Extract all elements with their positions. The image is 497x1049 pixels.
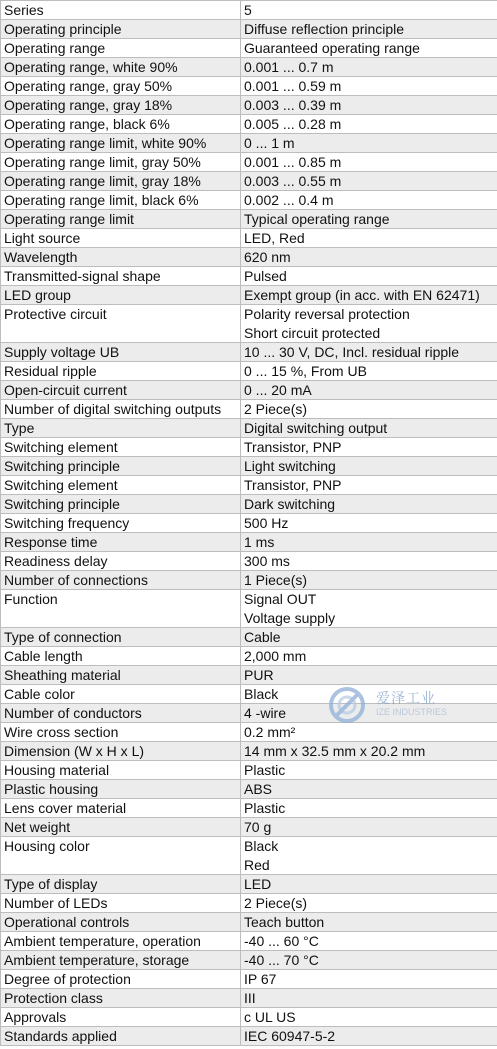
row-value-line: 0.001 ... 0.85 m: [244, 154, 342, 170]
watermark-brand-en: IZE INDUSTRIES: [376, 707, 448, 717]
table-row: [1, 894, 497, 913]
row-label: Operating principle: [1, 20, 241, 39]
row-label: Lens cover material: [1, 799, 241, 818]
row-value-line: Voltage supply: [244, 610, 336, 626]
row-value: [241, 191, 497, 210]
row-label: Number of connections: [1, 571, 241, 590]
row-label: Net weight: [1, 818, 241, 837]
row-value: [241, 1027, 497, 1046]
row-value-line: Dark switching: [244, 496, 336, 512]
row-value: [241, 210, 497, 229]
row-value-line: Light switching: [244, 458, 336, 474]
row-value-line: -40 ... 60 °C: [244, 933, 319, 949]
row-value: [241, 894, 497, 913]
row-label: Operating range, gray 18%: [1, 96, 241, 115]
table-row: [1, 96, 497, 115]
row-label: Supply voltage UB: [1, 343, 241, 362]
row-value: [241, 742, 497, 761]
table-row: [1, 495, 497, 514]
row-value-line: Teach button: [244, 914, 325, 930]
row-value-line: 0.003 ... 0.55 m: [244, 173, 342, 189]
row-value-line: Pulsed: [244, 268, 287, 284]
row-value-line: 1 Piece(s): [244, 572, 308, 588]
row-value-line: Guaranteed operating range: [244, 40, 420, 56]
row-label: Open-circuit current: [1, 381, 241, 400]
row-value-line: Red: [244, 857, 270, 873]
row-value-line: 500 Hz: [244, 515, 289, 531]
row-value-line: Cable: [244, 629, 281, 645]
row-value: [241, 951, 497, 970]
table-row: [1, 115, 497, 134]
row-value: [241, 267, 497, 286]
row-value: [241, 115, 497, 134]
row-label: Type of display: [1, 875, 241, 894]
row-value: [241, 153, 497, 172]
table-row: [1, 20, 497, 39]
row-value: [241, 590, 497, 628]
row-value: [241, 305, 497, 343]
row-value: [241, 495, 497, 514]
row-value: [241, 381, 497, 400]
row-value: [241, 647, 497, 666]
row-value: [241, 96, 497, 115]
table-row: [1, 400, 497, 419]
row-label: Protective circuit: [1, 305, 241, 343]
row-value: [241, 1, 497, 20]
table-row: [1, 837, 497, 875]
row-value-line: LED, Red: [244, 230, 305, 246]
row-value: [241, 286, 497, 305]
row-value-line: 0.002 ... 0.4 m: [244, 192, 334, 208]
row-label: Response time: [1, 533, 241, 552]
row-label: Degree of protection: [1, 970, 241, 989]
row-value-line: Transistor, PNP: [244, 439, 342, 455]
row-value-line: IP 67: [244, 971, 277, 987]
row-value-line: 1 ms: [244, 534, 275, 550]
row-value-line: 5: [244, 2, 252, 18]
table-row: [1, 761, 497, 780]
row-label: Type of connection: [1, 628, 241, 647]
row-label: Residual ripple: [1, 362, 241, 381]
row-label: Switching frequency: [1, 514, 241, 533]
row-value: [241, 58, 497, 77]
row-value-line: 620 nm: [244, 249, 291, 265]
row-value-line: Diffuse reflection principle: [244, 21, 405, 37]
row-value-line: 0.2 mm²: [244, 724, 296, 740]
row-value: [241, 172, 497, 191]
row-label: Plastic housing: [1, 780, 241, 799]
table-row: [1, 647, 497, 666]
row-value-line: 4 -wire: [244, 705, 287, 721]
table-row: [1, 932, 497, 951]
table-row: [1, 305, 497, 343]
table-row: [1, 1, 497, 20]
row-value-line: Black: [244, 838, 279, 854]
table-row: [1, 191, 497, 210]
row-value-line: 2,000 mm: [244, 648, 307, 664]
row-label: Operating range, white 90%: [1, 58, 241, 77]
row-value: [241, 419, 497, 438]
row-value: [241, 818, 497, 837]
row-value-line: Exempt group (in acc. with EN 62471): [244, 287, 480, 303]
row-value-line: 70 g: [244, 819, 272, 835]
table-row: [1, 39, 497, 58]
table-row: [1, 1027, 497, 1046]
row-value: [241, 552, 497, 571]
row-label: Operational controls: [1, 913, 241, 932]
row-label: Operating range limit, black 6%: [1, 191, 241, 210]
row-value-line: Typical operating range: [244, 211, 390, 227]
row-value: [241, 248, 497, 267]
row-label: Protection class: [1, 989, 241, 1008]
row-value-line: Short circuit protected: [244, 325, 381, 341]
table-row: [1, 343, 497, 362]
row-value-line: III: [244, 990, 256, 1006]
table-row: [1, 818, 497, 837]
table-row: [1, 666, 497, 685]
row-label: Operating range limit, white 90%: [1, 134, 241, 153]
row-label: Operating range limit: [1, 210, 241, 229]
row-value: [241, 77, 497, 96]
row-label: Ambient temperature, operation: [1, 932, 241, 951]
table-row: [1, 229, 497, 248]
table-row: [1, 419, 497, 438]
row-label: Light source: [1, 229, 241, 248]
row-value-line: Transistor, PNP: [244, 477, 342, 493]
row-value: [241, 514, 497, 533]
row-value: [241, 989, 497, 1008]
row-value: [241, 799, 497, 818]
row-label: Cable color: [1, 685, 241, 704]
table-row: [1, 457, 497, 476]
row-value-line: ABS: [244, 781, 273, 797]
row-label: Switching element: [1, 438, 241, 457]
table-row: [1, 1008, 497, 1027]
row-label: Standards applied: [1, 1027, 241, 1046]
row-value-line: c UL US: [244, 1009, 296, 1025]
row-value-line: 0.005 ... 0.28 m: [244, 116, 342, 132]
row-value: [241, 229, 497, 248]
row-value: [241, 875, 497, 894]
row-value-line: PUR: [244, 667, 274, 683]
row-value: [241, 666, 497, 685]
row-value-line: 10 ... 30 V, DC, Incl. residual ripple: [244, 344, 460, 360]
row-value: [241, 761, 497, 780]
row-label: Operating range limit, gray 18%: [1, 172, 241, 191]
row-label: Series: [1, 1, 241, 20]
row-label: Approvals: [1, 1008, 241, 1027]
table-row: [1, 267, 497, 286]
ize-logo-icon: [328, 686, 366, 724]
row-value-line: Plastic: [244, 800, 286, 816]
table-row: [1, 438, 497, 457]
row-value-line: 0.001 ... 0.7 m: [244, 59, 334, 75]
row-value-line: 0.001 ... 0.59 m: [244, 78, 342, 94]
row-value: [241, 400, 497, 419]
table-row: [1, 970, 497, 989]
table-row: [1, 552, 497, 571]
row-label: Type: [1, 419, 241, 438]
table-row: [1, 628, 497, 647]
row-value-line: Black: [244, 686, 279, 702]
table-row: [1, 951, 497, 970]
table-row: [1, 799, 497, 818]
table-row: [1, 77, 497, 96]
table-row: [1, 913, 497, 932]
row-label: Transmitted-signal shape: [1, 267, 241, 286]
table-row: [1, 571, 497, 590]
table-row: [1, 172, 497, 191]
table-row: [1, 153, 497, 172]
table-row: [1, 514, 497, 533]
row-value: [241, 837, 497, 875]
row-value-line: IEC 60947-5-2: [244, 1028, 336, 1044]
row-value: [241, 571, 497, 590]
table-row: [1, 286, 497, 305]
row-label: Wavelength: [1, 248, 241, 267]
spec-table-body: [1, 1, 497, 1046]
table-row: [1, 134, 497, 153]
watermark: [328, 686, 468, 726]
row-label: Number of LEDs: [1, 894, 241, 913]
table-row: [1, 780, 497, 799]
row-value: [241, 39, 497, 58]
row-value: [241, 913, 497, 932]
row-label: Switching element: [1, 476, 241, 495]
row-value-line: Signal OUT: [244, 591, 317, 607]
row-value-line: Polarity reversal protection: [244, 306, 410, 322]
row-label: Ambient temperature, storage: [1, 951, 241, 970]
row-value-line: 300 ms: [244, 553, 290, 569]
row-value: [241, 628, 497, 647]
row-value: [241, 362, 497, 381]
row-value-line: 0 ... 1 m: [244, 135, 295, 151]
row-label: Sheathing material: [1, 666, 241, 685]
row-value-line: 2 Piece(s): [244, 401, 308, 417]
row-label: Switching principle: [1, 457, 241, 476]
table-row: [1, 989, 497, 1008]
row-value-line: 0.003 ... 0.39 m: [244, 97, 342, 113]
row-label: Operating range, gray 50%: [1, 77, 241, 96]
table-row: [1, 362, 497, 381]
row-value: [241, 932, 497, 951]
row-value: [241, 20, 497, 39]
table-row: [1, 476, 497, 495]
row-label: Wire cross section: [1, 723, 241, 742]
row-label: Cable length: [1, 647, 241, 666]
row-label: Function: [1, 590, 241, 628]
row-value: [241, 476, 497, 495]
row-value: [241, 457, 497, 476]
row-label: LED group: [1, 286, 241, 305]
row-label: Number of digital switching outputs: [1, 400, 241, 419]
row-label: Operating range, black 6%: [1, 115, 241, 134]
table-row: [1, 590, 497, 628]
row-label: Operating range: [1, 39, 241, 58]
row-label: Dimension (W x H x L): [1, 742, 241, 761]
row-value: [241, 134, 497, 153]
row-value-line: Digital switching output: [244, 420, 388, 436]
table-row: [1, 533, 497, 552]
row-value: [241, 533, 497, 552]
row-value-line: Plastic: [244, 762, 286, 778]
row-value-line: 0 ... 15 %, From UB: [244, 363, 367, 379]
row-value: [241, 780, 497, 799]
row-value: [241, 970, 497, 989]
row-value: [241, 1008, 497, 1027]
row-label: Housing color: [1, 837, 241, 875]
row-value-line: 0 ... 20 mA: [244, 382, 312, 398]
row-value: [241, 343, 497, 362]
table-row: [1, 58, 497, 77]
table-row: [1, 742, 497, 761]
table-row: [1, 210, 497, 229]
row-value-line: -40 ... 70 °C: [244, 952, 319, 968]
row-label: Number of conductors: [1, 704, 241, 723]
row-value: [241, 438, 497, 457]
row-label: Housing material: [1, 761, 241, 780]
table-row: [1, 381, 497, 400]
row-label: Switching principle: [1, 495, 241, 514]
row-value-line: 14 mm x 32.5 mm x 20.2 mm: [244, 743, 426, 759]
row-label: Readiness delay: [1, 552, 241, 571]
row-label: Operating range limit, gray 50%: [1, 153, 241, 172]
row-value-line: LED: [244, 876, 272, 892]
table-row: [1, 248, 497, 267]
row-value-line: 2 Piece(s): [244, 895, 308, 911]
table-row: [1, 875, 497, 894]
watermark-brand-cn: 爱泽工业: [376, 690, 436, 706]
